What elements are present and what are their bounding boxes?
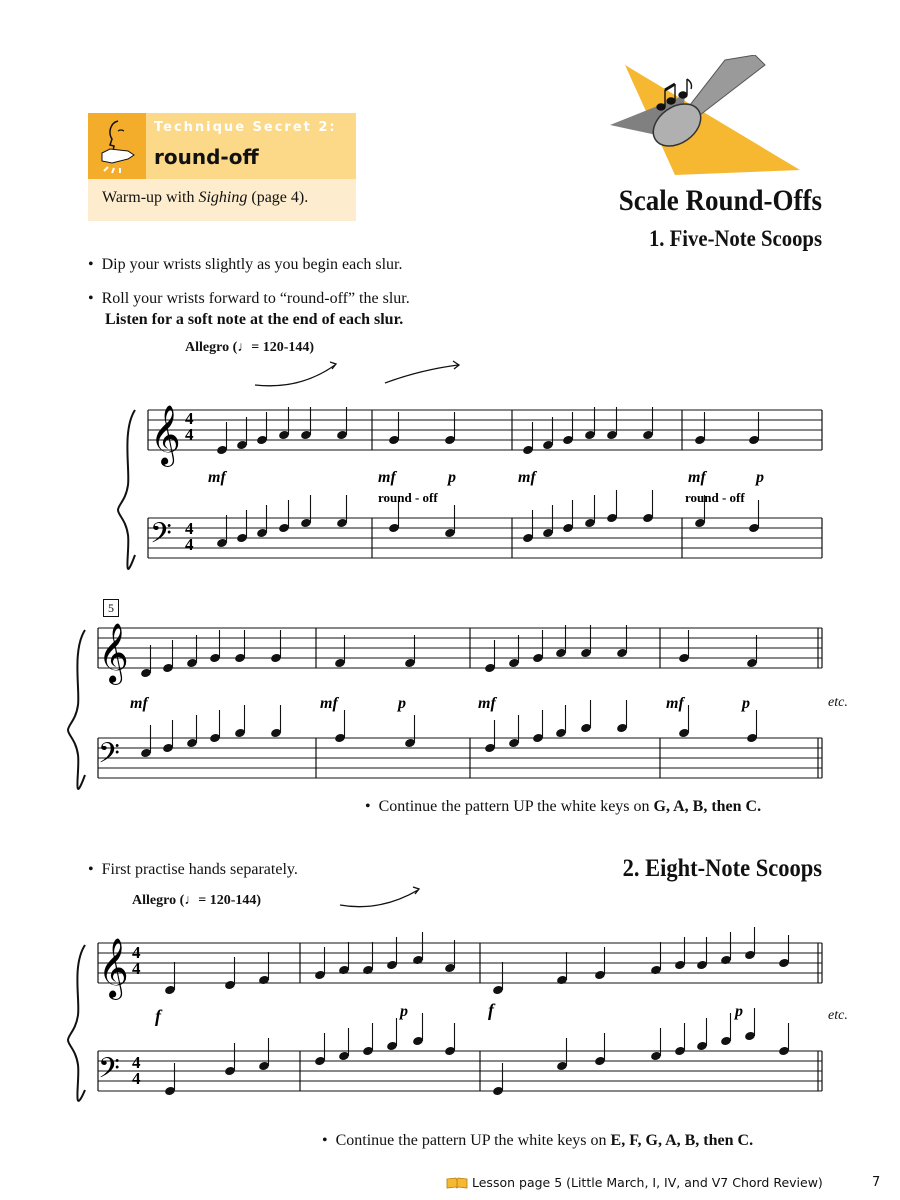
time-signature: 4: [132, 1069, 141, 1088]
notehead: [542, 528, 554, 539]
dynamic-mf: mf: [666, 695, 684, 712]
notehead: [642, 430, 654, 441]
notehead: [444, 963, 456, 974]
notehead: [492, 985, 504, 996]
section-title-1: 1. Five-Note Scoops: [648, 226, 822, 251]
notehead: [412, 1036, 424, 1047]
notehead: [508, 658, 520, 669]
bullet-2-emphasis: [105, 311, 403, 329]
arrow-curve: [385, 365, 458, 383]
notehead: [484, 743, 496, 754]
time-signature: 4: [132, 959, 141, 978]
footer-reference: Lesson page 5 (Little March, I, IV, and V7 Chord Review): [472, 1175, 823, 1190]
arrow-head-icon: [453, 361, 459, 369]
arrow-curve: [340, 890, 418, 907]
etc-label-2: etc.: [828, 1008, 848, 1023]
notehead: [224, 1066, 236, 1077]
system-3: [68, 887, 822, 1101]
notehead: [542, 440, 554, 451]
bullet-1-text: Dip your wrists slightly as you begin each slur.: [101, 256, 403, 273]
notehead: [234, 653, 246, 664]
bullet-3: • Continue the pattern UP the white keys on G, A, B, then C.: [365, 798, 762, 815]
dynamic-p: p: [400, 1003, 408, 1020]
dynamic-p: p: [756, 469, 764, 486]
notehead: [216, 445, 228, 456]
notehead: [556, 1061, 568, 1072]
etc-label-1: etc.: [828, 695, 848, 710]
bass-clef-icon: 𝄢: [98, 739, 120, 776]
notehead: [336, 518, 348, 529]
dynamic-mf: mf: [320, 695, 338, 712]
bass-staff: [98, 700, 822, 778]
notehead: [386, 960, 398, 971]
notehead: [140, 668, 152, 679]
page-number: 7: [872, 1175, 881, 1190]
brace: [68, 630, 85, 789]
dynamic-p: p: [398, 695, 406, 712]
technique-text-suffix: (page 4).: [247, 189, 309, 206]
bullet-4-text: First practise hands separately.: [101, 861, 298, 878]
scoop-handle: [690, 55, 765, 115]
notehead: [616, 723, 628, 734]
notehead: [532, 653, 544, 664]
notehead: [678, 653, 690, 664]
notehead: [209, 733, 221, 744]
notehead: [580, 648, 592, 659]
notehead: [720, 1036, 732, 1047]
notehead: [186, 738, 198, 749]
notehead: [562, 523, 574, 534]
notehead: [606, 513, 618, 524]
notehead: [164, 985, 176, 996]
notehead: [256, 435, 268, 446]
notehead: [720, 955, 732, 966]
notehead: [678, 728, 690, 739]
notehead: [444, 528, 456, 539]
technique-text: [102, 189, 308, 207]
treble-clef-icon: 𝄞: [150, 407, 181, 464]
notehead: [334, 733, 346, 744]
notehead: [584, 430, 596, 441]
notehead: [258, 1061, 270, 1072]
dynamic-f: f: [155, 1006, 161, 1026]
notehead: [314, 970, 326, 981]
bullet-4: • First practise hands separately.: [88, 861, 298, 878]
notehead: [404, 738, 416, 749]
brace: [118, 410, 135, 569]
arrow-head-icon: [413, 887, 419, 894]
notehead: [532, 733, 544, 744]
time-signature: 4: [185, 519, 194, 538]
notehead: [164, 1086, 176, 1097]
notehead: [258, 975, 270, 986]
bullet-5-text: Continue the pattern UP the white keys on: [335, 1132, 611, 1149]
arrow-curve: [255, 365, 335, 386]
sighing-face-hand-icon: [88, 113, 146, 179]
notehead: [580, 723, 592, 734]
notehead: [362, 1046, 374, 1057]
dynamic-mf: mf: [208, 469, 226, 486]
time-signature: 4: [132, 943, 141, 962]
time-signature: 4: [185, 535, 194, 554]
notehead: [694, 435, 706, 446]
notehead: [616, 648, 628, 659]
dynamic-mf: mf: [478, 695, 496, 712]
bullet-5-keys: E, F, G, A, B, then C.: [610, 1132, 754, 1149]
page-title: Scale Round-Offs: [618, 184, 822, 217]
notehead: [234, 728, 246, 739]
treble-clef-icon: 𝄞: [98, 940, 129, 997]
notehead: [492, 1086, 504, 1097]
notehead: [334, 658, 346, 669]
time-signature: 4: [185, 409, 194, 428]
notehead: [594, 970, 606, 981]
system-2: [68, 623, 822, 789]
brace: [68, 945, 85, 1101]
dynamic-mf: mf: [688, 469, 706, 486]
round-off-label: round - off: [378, 490, 438, 505]
notehead: [388, 435, 400, 446]
bass-staff: [98, 1008, 822, 1096]
notehead: [236, 440, 248, 451]
notehead: [386, 1041, 398, 1052]
time-signature: 4: [132, 1053, 141, 1072]
notehead: [778, 958, 790, 969]
bass-clef-icon: 𝄢: [150, 519, 172, 556]
notehead: [314, 1056, 326, 1067]
notehead: [216, 538, 228, 549]
dynamic-p: p: [448, 469, 456, 486]
dynamic-mf: mf: [518, 469, 536, 486]
notehead: [746, 658, 758, 669]
bullet-3-text: Continue the pattern UP the white keys on: [378, 798, 654, 815]
notehead: [404, 658, 416, 669]
notehead: [594, 1056, 606, 1067]
measure-number: 5: [103, 599, 119, 617]
notehead: [444, 435, 456, 446]
notehead: [484, 663, 496, 674]
technique-subtitle: Technique Secret 2:: [154, 120, 337, 135]
section-title-2: 2. Eight-Note Scoops: [622, 855, 822, 882]
notehead: [300, 430, 312, 441]
notehead: [584, 518, 596, 529]
notehead: [674, 960, 686, 971]
lesson-book-icon: [446, 1177, 468, 1189]
notehead: [278, 430, 290, 441]
treble-staff: [148, 407, 822, 455]
notehead: [650, 1051, 662, 1062]
bullet-2-bold: Listen for a soft note at the end of each slur.: [105, 311, 404, 328]
notehead: [522, 533, 534, 544]
notehead: [362, 965, 374, 976]
bullet-5: • Continue the pattern UP the white keys on E, F, G, A, B, then C.: [322, 1132, 754, 1149]
notehead: [336, 430, 348, 441]
notehead: [508, 738, 520, 749]
treble-staff: [98, 625, 822, 678]
dynamic-f: f: [488, 1000, 494, 1020]
dynamic-p: p: [742, 695, 750, 712]
notehead: [224, 980, 236, 991]
notehead: [278, 523, 290, 534]
technique-title: round-off: [154, 145, 259, 169]
round-off-label: round - off: [685, 490, 745, 505]
notehead: [778, 1046, 790, 1057]
bullet-1: • Dip your wrists slightly as you begin each slur.: [88, 256, 403, 273]
technique-text-prefix: Warm-up with: [102, 189, 199, 206]
dynamic-mf: mf: [378, 469, 396, 486]
notehead: [162, 663, 174, 674]
notehead: [444, 1046, 456, 1057]
technique-secret-box: [88, 113, 356, 221]
notehead: [744, 950, 756, 961]
time-signature: 4: [185, 425, 194, 444]
notehead: [338, 1051, 350, 1062]
notehead: [140, 748, 152, 759]
notehead: [270, 653, 282, 664]
notehead: [694, 518, 706, 529]
notehead: [412, 955, 424, 966]
notehead: [744, 1031, 756, 1042]
bullet-2: • Roll your wrists forward to “round-off” the slur.: [88, 290, 410, 307]
notehead: [556, 975, 568, 986]
notehead: [748, 523, 760, 534]
notehead: [555, 728, 567, 739]
notehead: [674, 1046, 686, 1057]
arrow-head-icon: [330, 362, 336, 369]
bass-staff: [148, 490, 822, 558]
treble-clef-icon: 𝄞: [98, 625, 129, 682]
bullet-3-keys: G, A, B, then C.: [653, 798, 762, 815]
dynamic-p: p: [735, 1003, 743, 1020]
notehead: [300, 518, 312, 529]
notehead: [606, 430, 618, 441]
system-1: [118, 361, 822, 569]
notehead: [388, 523, 400, 534]
notehead: [562, 435, 574, 446]
notehead: [696, 1041, 708, 1052]
treble-staff: [98, 927, 822, 995]
notehead: [162, 743, 174, 754]
tempo-marking-1: Allegro (♩= 120-144): [185, 340, 315, 355]
notehead: [236, 533, 248, 544]
notehead: [270, 728, 282, 739]
technique-text-italic: Sighing: [198, 189, 248, 206]
dynamic-mf: mf: [130, 695, 148, 712]
notehead: [186, 658, 198, 669]
notehead: [642, 513, 654, 524]
tempo-marking-2: Allegro (♩= 120-144): [132, 893, 262, 908]
notehead: [748, 435, 760, 446]
notehead: [522, 445, 534, 456]
notehead: [555, 648, 567, 659]
notehead: [338, 965, 350, 976]
scoop-illustration: [605, 55, 805, 180]
notehead: [256, 528, 268, 539]
notehead: [650, 965, 662, 976]
notehead: [696, 960, 708, 971]
bullet-2-text: Roll your wrists forward to “round-off” the slur.: [101, 290, 410, 307]
notehead: [209, 653, 221, 664]
bass-clef-icon: 𝄢: [98, 1054, 120, 1091]
notehead: [746, 733, 758, 744]
